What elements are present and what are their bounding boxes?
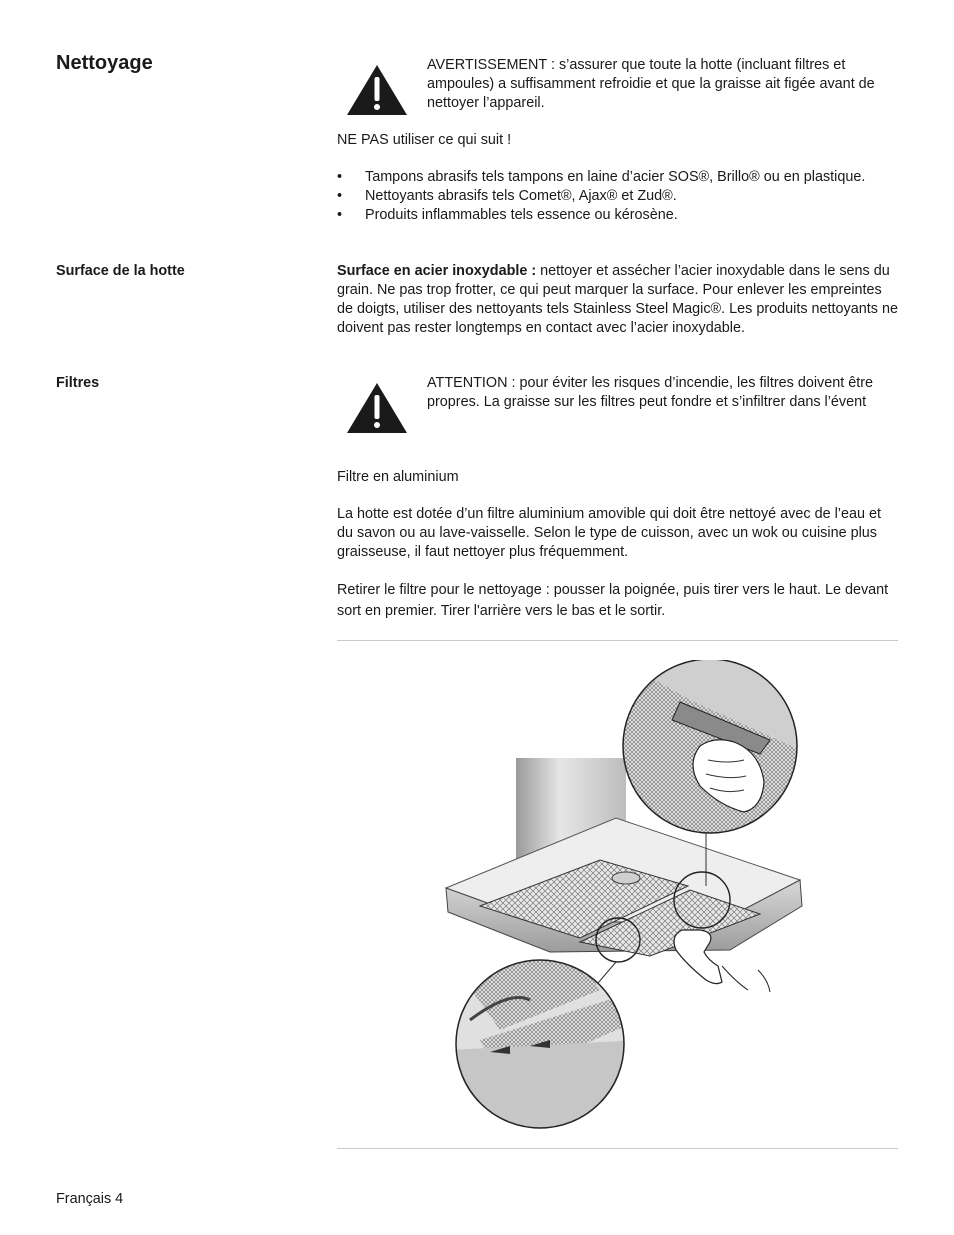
bullet-glyph: •: [337, 207, 343, 223]
bullet-glyph: •: [337, 188, 343, 204]
page-title: Nettoyage: [56, 52, 153, 74]
list-item-text: Produits inflammables tels essence ou kérosène.: [365, 207, 678, 223]
list-item-text: Nettoyants abrasifs tels Comet®, Ajax® et Zud®.: [365, 188, 677, 204]
list-item: [337, 187, 899, 206]
attention-text: ATTENTION : pour éviter les risques d’incendie, les filtres doivent être propres. La graisse sur les filtres peut fondre et s’infiltrer dans l’évent: [427, 375, 874, 410]
filter-paragraph-1: La hotte est dotée d’un filtre aluminium amovible qui doit être nettoyé avec de l’eau et du savon ou au lave-vaisselle. Selon le type de cuisson, avec un wok ou cuisine plus graisseuse, il faut nettoyer plus fréquemment.: [337, 506, 881, 560]
surface-side-heading: Surface de la hotte: [56, 263, 185, 279]
list-item-text: Tampons abrasifs tels tampons en laine d’acier SOS®, Brillo® ou en plastique.: [365, 169, 866, 185]
bullet-glyph: •: [337, 169, 343, 185]
zoom-detail-top: [620, 660, 800, 840]
list-item: [337, 206, 899, 225]
surface-paragraph: [337, 262, 899, 338]
zoom-detail-bottom: [450, 960, 640, 1130]
range-hood-filter-removal-illustration: [440, 660, 820, 1135]
list-item: [337, 168, 899, 187]
divider: [337, 1148, 898, 1149]
filter-paragraph-2: Retirer le filtre pour le nettoyage : pousser la poignée, puis tirer vers le haut. Le devant sort en premier. Tirer l'arrière vers le bas et le sortir.: [337, 582, 889, 619]
filter-subheading: Filtre en aluminium: [337, 469, 459, 485]
page-footer: Français 4: [56, 1191, 124, 1207]
surface-text: nettoyer et assécher l’acier inoxydable dans le sens du grain. Ne pas trop frotter, ce qui peut marquer la surface. Pour enlever les empreintes de doigts, utiliser des nettoyants tels Stainless Steel Magic®. Les produits nettoyants ne doivent pas rester longtemps en contact avec l’acier inoxydable.: [337, 263, 898, 336]
abrasive-list: [337, 168, 899, 225]
do-not-use-heading: NE PAS utiliser ce qui suit !: [337, 132, 512, 148]
surface-lead: Surface en acier inoxydable :: [337, 263, 537, 279]
warning-triangle-icon: [346, 382, 408, 434]
warning-triangle-icon: [346, 64, 408, 116]
warning-text: AVERTISSEMENT : s’assurer que toute la hotte (incluant filtres et ampoules) a suffisamment refroidie et que la graisse ait figée avant de nettoyer l’appareil.: [427, 57, 875, 111]
divider: [337, 640, 898, 641]
filters-side-heading: Filtres: [56, 375, 100, 391]
